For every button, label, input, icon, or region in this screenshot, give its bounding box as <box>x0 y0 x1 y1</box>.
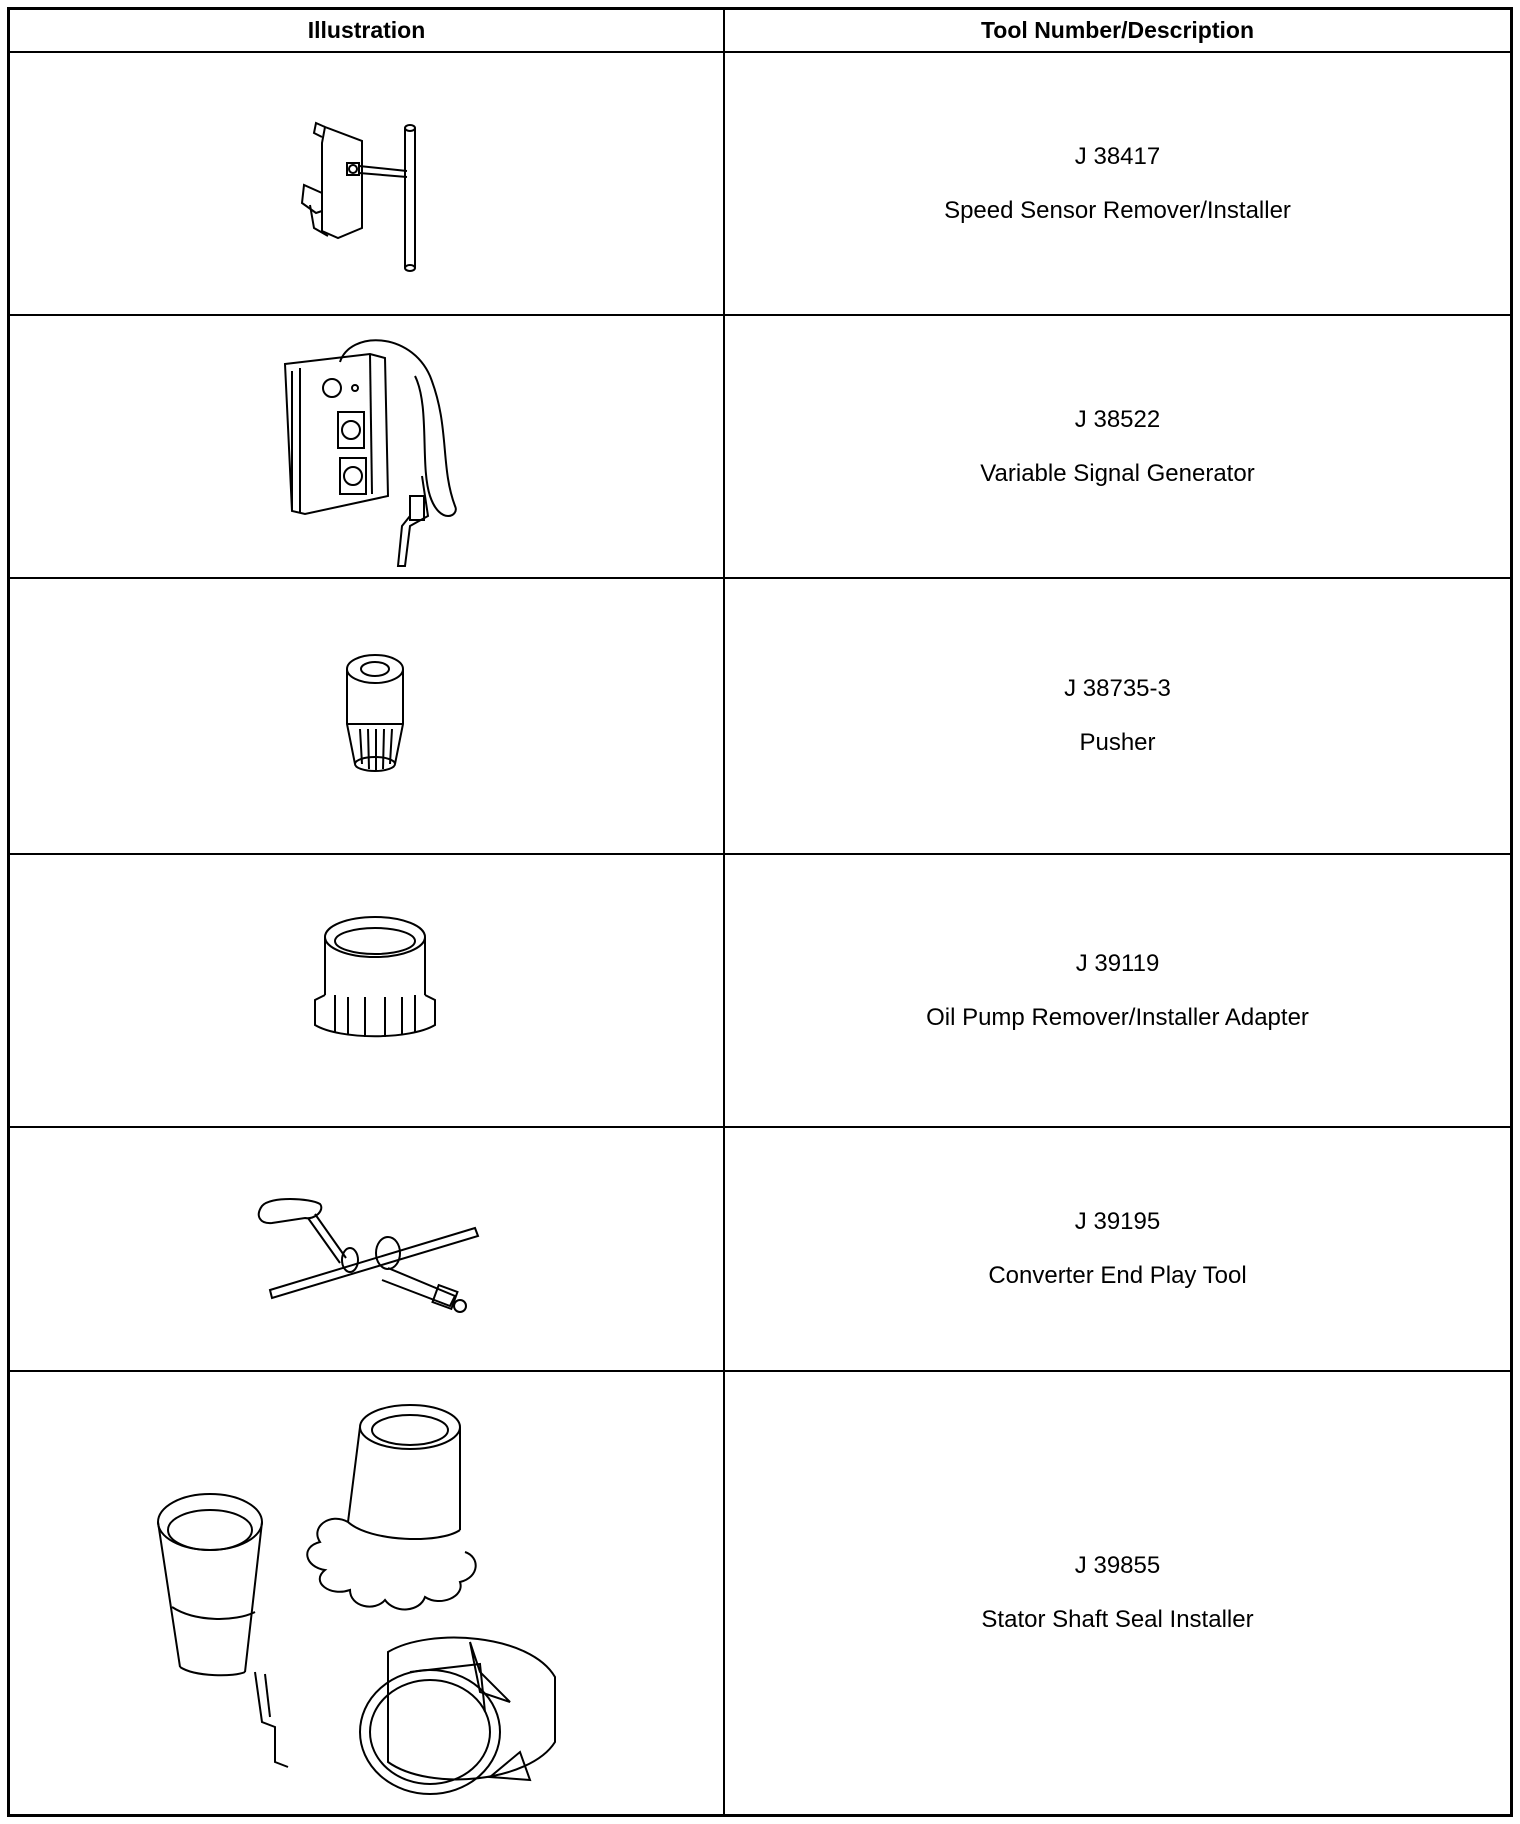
illustration-cell <box>10 53 723 314</box>
tool-number: J 38417 <box>1074 142 1161 170</box>
table-row <box>10 316 1510 579</box>
illustration-cell <box>10 316 723 577</box>
header-illustration: Illustration <box>307 17 426 43</box>
description-cell <box>725 53 1510 314</box>
tool-number: J 39195 <box>1074 1208 1161 1235</box>
tool-description: Converter End Play Tool <box>988 1262 1247 1289</box>
table-row <box>10 1372 1510 1814</box>
tool-number: J 38522 <box>1074 405 1161 433</box>
illustration-cell <box>10 579 723 853</box>
seal-installer-icon <box>10 1372 723 1814</box>
illustration-cell <box>10 1128 723 1370</box>
tool-description: Speed Sensor Remover/Installer <box>944 196 1291 224</box>
tool-number: J 39855 <box>1074 1552 1161 1579</box>
table-row <box>10 579 1510 855</box>
tool-number: J 38735-3 <box>1064 675 1171 702</box>
special-tools-table <box>7 7 1513 1817</box>
illustration-cell <box>10 855 723 1126</box>
illustration-cell <box>10 1372 723 1814</box>
description-cell <box>725 579 1510 853</box>
tool-description: Oil Pump Remover/Installer Adapter <box>926 1003 1309 1031</box>
tool-number: J 39119 <box>1075 949 1160 977</box>
tool-description: Variable Signal Generator <box>980 459 1255 487</box>
table-header <box>10 10 1510 53</box>
tool-description: Stator Shaft Seal Installer <box>981 1606 1254 1633</box>
description-cell <box>725 1372 1510 1814</box>
speed-sensor-tool-icon <box>10 53 723 314</box>
pusher-icon <box>10 579 723 853</box>
oil-pump-adapter-icon <box>10 855 723 1126</box>
table-row <box>10 855 1510 1128</box>
description-cell <box>725 316 1510 577</box>
table-row <box>10 1128 1510 1372</box>
description-cell <box>725 1128 1510 1370</box>
table-row <box>10 53 1510 316</box>
header-tool-description: Tool Number/Description <box>980 17 1255 43</box>
signal-generator-icon <box>10 316 723 577</box>
description-cell <box>725 855 1510 1126</box>
end-play-tool-icon <box>10 1128 723 1370</box>
tool-description: Pusher <box>1079 729 1156 756</box>
